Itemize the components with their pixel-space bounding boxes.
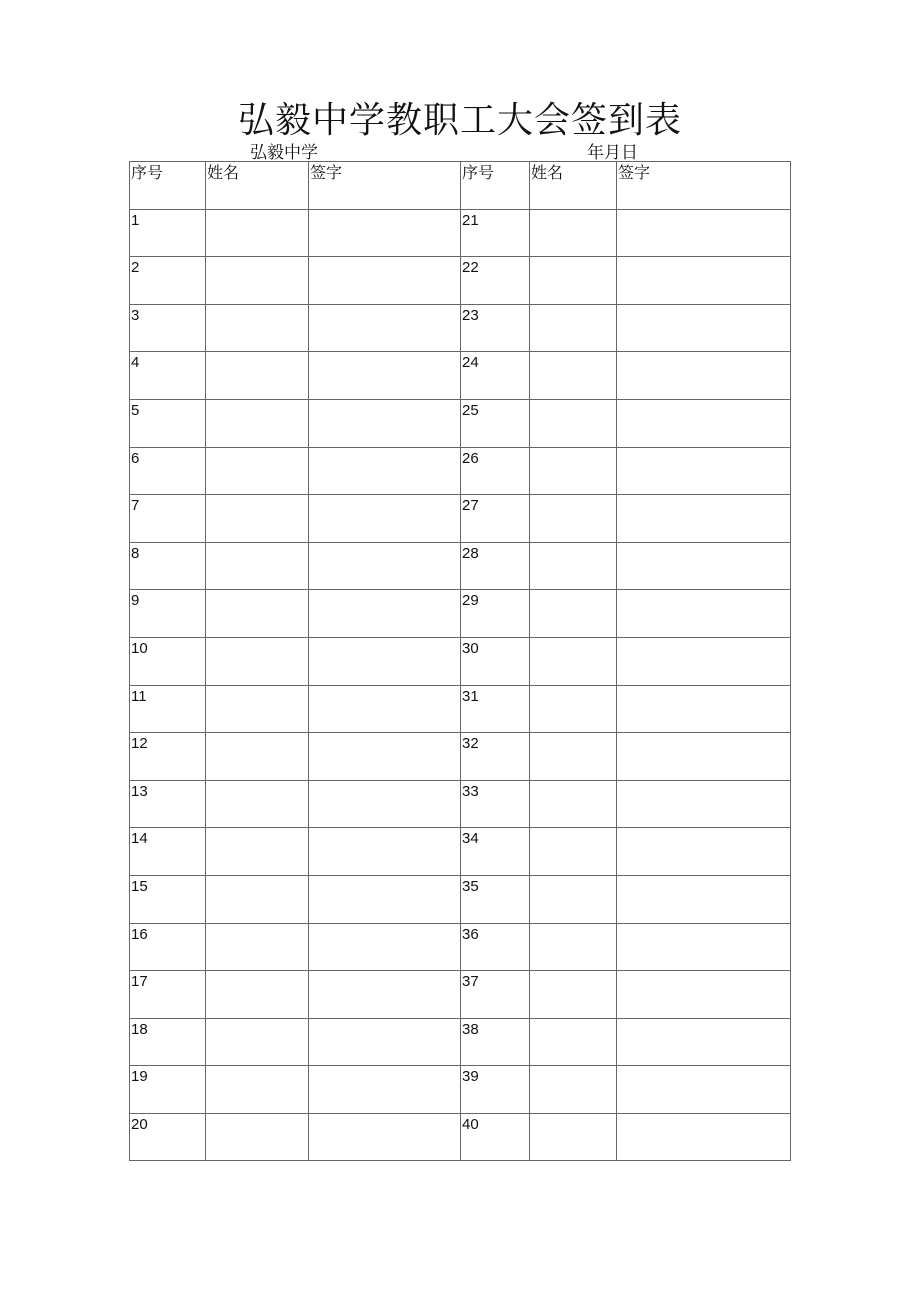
seq-cell-left: 16 xyxy=(130,923,206,971)
seq-cell-left: 3 xyxy=(130,304,206,352)
seq-cell-left: 6 xyxy=(130,447,206,495)
name-cell-left[interactable] xyxy=(206,304,309,352)
seq-cell-right: 25 xyxy=(461,399,530,447)
header-name-left: 姓名 xyxy=(206,162,309,210)
name-cell-left[interactable] xyxy=(206,971,309,1019)
sign-cell-right[interactable] xyxy=(617,637,791,685)
seq-cell-left: 2 xyxy=(130,257,206,305)
sign-cell-left[interactable] xyxy=(309,495,461,543)
name-cell-right[interactable] xyxy=(530,685,617,733)
sign-cell-right[interactable] xyxy=(617,971,791,1019)
name-cell-right[interactable] xyxy=(530,257,617,305)
header-sign-right: 签字 xyxy=(617,162,791,210)
name-cell-left[interactable] xyxy=(206,733,309,781)
name-cell-left[interactable] xyxy=(206,257,309,305)
table-row xyxy=(130,685,791,733)
table-row xyxy=(130,304,791,352)
sign-cell-right[interactable] xyxy=(617,875,791,923)
seq-cell-right: 34 xyxy=(461,828,530,876)
sign-cell-left[interactable] xyxy=(309,1066,461,1114)
name-cell-right[interactable] xyxy=(530,590,617,638)
name-cell-left[interactable] xyxy=(206,685,309,733)
name-cell-right[interactable] xyxy=(530,828,617,876)
table-row xyxy=(130,1113,791,1161)
header-seq-left: 序号 xyxy=(130,162,206,210)
table-row xyxy=(130,828,791,876)
sign-cell-left[interactable] xyxy=(309,685,461,733)
table-row xyxy=(130,1066,791,1114)
sheet-title: 弘毅中学教职工大会签到表 xyxy=(237,100,682,141)
name-cell-right[interactable] xyxy=(530,733,617,781)
name-cell-left[interactable] xyxy=(206,352,309,400)
name-cell-right[interactable] xyxy=(530,447,617,495)
sign-cell-left[interactable] xyxy=(309,209,461,257)
sign-cell-right[interactable] xyxy=(617,685,791,733)
table-row xyxy=(130,209,791,257)
sign-cell-right[interactable] xyxy=(617,447,791,495)
name-cell-left[interactable] xyxy=(206,590,309,638)
sign-cell-right[interactable] xyxy=(617,1066,791,1114)
sign-cell-right[interactable] xyxy=(617,352,791,400)
table-row xyxy=(130,447,791,495)
table-row xyxy=(130,733,791,781)
name-cell-left[interactable] xyxy=(206,875,309,923)
sign-cell-right[interactable] xyxy=(617,495,791,543)
seq-cell-right: 40 xyxy=(461,1113,530,1161)
name-cell-right[interactable] xyxy=(530,495,617,543)
name-cell-left[interactable] xyxy=(206,399,309,447)
seq-cell-left: 15 xyxy=(130,875,206,923)
seq-cell-left: 17 xyxy=(130,971,206,1019)
seq-cell-left: 12 xyxy=(130,733,206,781)
sign-cell-right[interactable] xyxy=(617,1113,791,1161)
name-cell-right[interactable] xyxy=(530,971,617,1019)
table-row xyxy=(130,542,791,590)
table-row xyxy=(130,637,791,685)
sign-cell-right[interactable] xyxy=(617,399,791,447)
sign-cell-right[interactable] xyxy=(617,304,791,352)
name-cell-right[interactable] xyxy=(530,1018,617,1066)
sign-cell-left[interactable] xyxy=(309,304,461,352)
sign-cell-left[interactable] xyxy=(309,1113,461,1161)
name-cell-right[interactable] xyxy=(530,352,617,400)
sign-cell-left[interactable] xyxy=(309,447,461,495)
name-cell-left[interactable] xyxy=(206,209,309,257)
table-row xyxy=(130,257,791,305)
seq-cell-left: 4 xyxy=(130,352,206,400)
sign-cell-left[interactable] xyxy=(309,780,461,828)
sign-cell-right[interactable] xyxy=(617,542,791,590)
table-row xyxy=(130,923,791,971)
seq-cell-left: 14 xyxy=(130,828,206,876)
table-row xyxy=(130,780,791,828)
name-cell-left[interactable] xyxy=(206,1066,309,1114)
name-cell-left[interactable] xyxy=(206,637,309,685)
seq-cell-left: 19 xyxy=(130,1066,206,1114)
seq-cell-right: 36 xyxy=(461,923,530,971)
sign-cell-left[interactable] xyxy=(309,971,461,1019)
seq-cell-right: 37 xyxy=(461,971,530,1019)
seq-cell-left: 18 xyxy=(130,1018,206,1066)
header-sign-left: 签字 xyxy=(309,162,461,210)
seq-cell-left: 1 xyxy=(130,209,206,257)
name-cell-left[interactable] xyxy=(206,542,309,590)
name-cell-left[interactable] xyxy=(206,1113,309,1161)
sign-cell-right[interactable] xyxy=(617,923,791,971)
table-row xyxy=(130,971,791,1019)
seq-cell-left: 7 xyxy=(130,495,206,543)
seq-cell-right: 27 xyxy=(461,495,530,543)
name-cell-left[interactable] xyxy=(206,495,309,543)
sign-cell-left[interactable] xyxy=(309,923,461,971)
sign-cell-right[interactable] xyxy=(617,780,791,828)
seq-cell-right: 23 xyxy=(461,304,530,352)
sign-cell-left[interactable] xyxy=(309,399,461,447)
seq-cell-left: 10 xyxy=(130,637,206,685)
sign-in-table xyxy=(129,161,791,1161)
seq-cell-right: 33 xyxy=(461,780,530,828)
seq-cell-right: 38 xyxy=(461,1018,530,1066)
name-cell-right[interactable] xyxy=(530,780,617,828)
name-cell-right[interactable] xyxy=(530,304,617,352)
sign-cell-right[interactable] xyxy=(617,1018,791,1066)
name-cell-right[interactable] xyxy=(530,209,617,257)
sign-cell-right[interactable] xyxy=(617,828,791,876)
sign-cell-right[interactable] xyxy=(617,733,791,781)
seq-cell-right: 35 xyxy=(461,875,530,923)
seq-cell-left: 11 xyxy=(130,685,206,733)
seq-cell-left: 5 xyxy=(130,399,206,447)
seq-cell-left: 9 xyxy=(130,590,206,638)
seq-cell-right: 30 xyxy=(461,637,530,685)
name-cell-right[interactable] xyxy=(530,399,617,447)
seq-cell-right: 22 xyxy=(461,257,530,305)
sign-cell-left[interactable] xyxy=(309,733,461,781)
school-name: 弘毅中学 xyxy=(250,143,318,163)
name-cell-left[interactable] xyxy=(206,780,309,828)
sign-cell-left[interactable] xyxy=(309,828,461,876)
sign-cell-left[interactable] xyxy=(309,542,461,590)
sign-cell-left[interactable] xyxy=(309,352,461,400)
name-cell-right[interactable] xyxy=(530,1066,617,1114)
seq-cell-right: 39 xyxy=(461,1066,530,1114)
seq-cell-right: 32 xyxy=(461,733,530,781)
table-header-row xyxy=(130,162,791,210)
sign-cell-right[interactable] xyxy=(617,590,791,638)
table-row xyxy=(130,590,791,638)
seq-cell-right: 29 xyxy=(461,590,530,638)
table-row xyxy=(130,495,791,543)
seq-cell-right: 31 xyxy=(461,685,530,733)
seq-cell-left: 20 xyxy=(130,1113,206,1161)
name-cell-left[interactable] xyxy=(206,923,309,971)
sign-cell-right[interactable] xyxy=(617,209,791,257)
seq-cell-left: 13 xyxy=(130,780,206,828)
header-name-right: 姓名 xyxy=(530,162,617,210)
sign-cell-left[interactable] xyxy=(309,590,461,638)
seq-cell-right: 28 xyxy=(461,542,530,590)
sign-cell-left[interactable] xyxy=(309,257,461,305)
name-cell-left[interactable] xyxy=(206,828,309,876)
table-row xyxy=(130,352,791,400)
name-cell-left[interactable] xyxy=(206,447,309,495)
table-row xyxy=(130,875,791,923)
name-cell-left[interactable] xyxy=(206,1018,309,1066)
sign-cell-left[interactable] xyxy=(309,1018,461,1066)
name-cell-right[interactable] xyxy=(530,1113,617,1161)
date-label: 年月日 xyxy=(587,143,638,163)
sign-cell-left[interactable] xyxy=(309,637,461,685)
sign-cell-right[interactable] xyxy=(617,257,791,305)
name-cell-right[interactable] xyxy=(530,875,617,923)
table-row xyxy=(130,1018,791,1066)
header-seq-right: 序号 xyxy=(461,162,530,210)
seq-cell-left: 8 xyxy=(130,542,206,590)
seq-cell-right: 26 xyxy=(461,447,530,495)
name-cell-right[interactable] xyxy=(530,542,617,590)
name-cell-right[interactable] xyxy=(530,637,617,685)
seq-cell-right: 21 xyxy=(461,209,530,257)
sign-cell-left[interactable] xyxy=(309,875,461,923)
seq-cell-right: 24 xyxy=(461,352,530,400)
table-row xyxy=(130,399,791,447)
name-cell-right[interactable] xyxy=(530,923,617,971)
